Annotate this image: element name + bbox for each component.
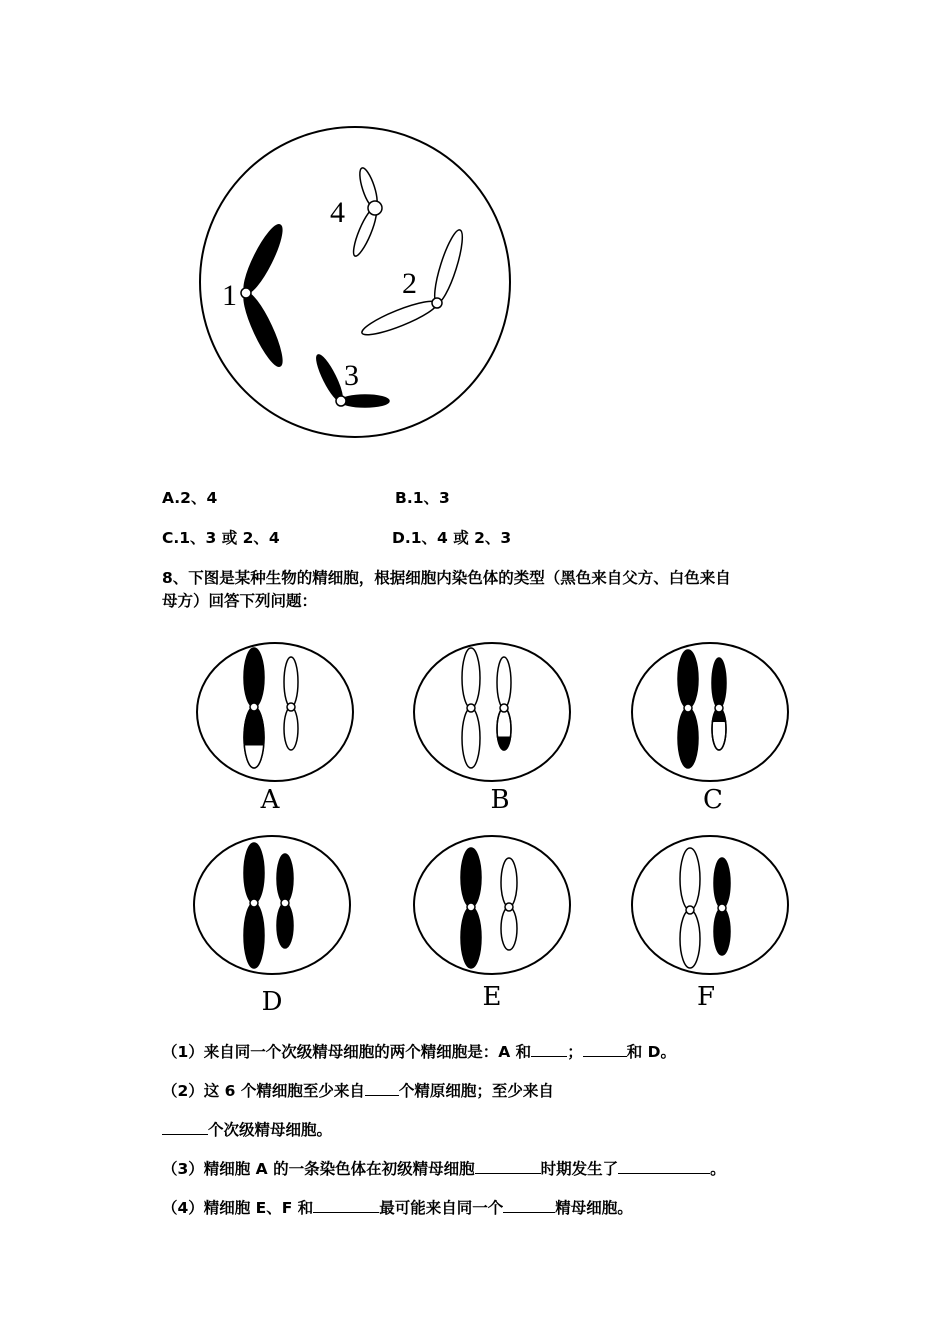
cell-outline (197, 643, 353, 781)
chromosome (461, 848, 481, 968)
cell-label: C (703, 785, 723, 815)
chromosome-arm (341, 395, 389, 407)
q2-text: （2）这 6 个精细胞至少来自 (162, 1082, 365, 1100)
option-a: A.2、4 (162, 489, 218, 507)
chromosome (284, 657, 298, 750)
chromosome (244, 648, 264, 768)
option-d: D.1、4 或 2、3 (392, 529, 512, 547)
centromere (368, 201, 382, 215)
centromere (241, 288, 251, 298)
chromosome-lower-arm (244, 903, 264, 968)
chromosome-upper-arm (461, 848, 481, 907)
cell-outline (632, 643, 788, 781)
question-8-line1: 8、下图是某种生物的精细胞，根据细胞内染色体的类型（黑色来自父方、白色来自 (162, 569, 731, 587)
q3-blank-2[interactable] (618, 1159, 710, 1174)
chromosome (501, 858, 517, 950)
chromosome-label-4: 4 (330, 196, 345, 229)
chromosome-arm (238, 289, 288, 370)
cell-label: A (260, 785, 280, 815)
centromere (336, 396, 346, 406)
chromosome-lower-arm (461, 907, 481, 968)
q3-text: （3）精细胞 A 的一条染色体在初级精母细胞 (162, 1160, 475, 1178)
q4-mid: 最可能来自同一个 (379, 1199, 504, 1217)
cell-label: B (490, 785, 510, 815)
question-8-line2: 母方）回答下列问题： (162, 592, 318, 610)
chromosome (712, 658, 726, 750)
centromere (432, 298, 442, 308)
chromosome (678, 650, 698, 768)
centromere (250, 899, 258, 907)
q4-blank-2[interactable] (503, 1198, 555, 1213)
chromosome-label-3: 3 (344, 359, 359, 392)
chromosome (680, 848, 700, 968)
cell-outline (414, 643, 570, 781)
centromere (281, 899, 289, 907)
cell-outline (414, 836, 570, 974)
chromosome-upper-arm (680, 848, 700, 910)
chromosome-lower-arm (714, 908, 730, 955)
centromere (684, 704, 692, 712)
sperm-cell-a (197, 643, 353, 815)
exchanged-segment (244, 745, 264, 768)
option-c: C.1、3 或 2、4 (162, 529, 280, 547)
chromosome-lower-arm (680, 910, 700, 968)
q4-text: （4）精细胞 E、F 和 (162, 1199, 314, 1217)
chromosome-label-2: 2 (402, 267, 417, 300)
chromosome (497, 657, 511, 750)
chromosome-upper-arm (712, 658, 726, 708)
chromosome-lower-arm (462, 708, 480, 768)
chromosome-lower-arm (678, 708, 698, 768)
chromosome-upper-arm (462, 648, 480, 708)
chromosome-upper-arm (678, 650, 698, 708)
subquestion-2 (162, 1079, 554, 1101)
chromosome-lower-arm (284, 707, 298, 750)
q2-blank-1[interactable] (365, 1081, 399, 1096)
sperm-cell-b (414, 643, 570, 815)
chromosome-arm (238, 221, 288, 297)
q4-blank-1[interactable] (313, 1198, 379, 1213)
q3-mid: 时期发生了 (540, 1160, 619, 1178)
q2-blank-2[interactable] (162, 1120, 208, 1135)
chromosome-upper-arm (244, 843, 264, 903)
q1-text: （1）来自同一个次级精母细胞的两个精细胞是：A 和 (162, 1043, 532, 1061)
chromosome-upper-arm (277, 854, 293, 903)
cell-outline (194, 836, 350, 974)
sperm-cell-e (414, 836, 570, 1012)
chromosome-arm (429, 228, 467, 306)
centromere (500, 704, 508, 712)
sperm-cell-d (194, 836, 350, 1017)
subquestion-2-cont (162, 1118, 332, 1140)
sperm-cell-f (632, 836, 788, 1012)
chromosome-upper-arm (244, 648, 264, 707)
subquestion-1 (162, 1040, 676, 1062)
q2-end: 个次级精母细胞。 (208, 1121, 333, 1139)
chromosome (462, 648, 480, 768)
q1-blank-2[interactable] (583, 1042, 627, 1057)
sperm-cell-c (632, 643, 788, 815)
sperm-cells-figure (194, 643, 788, 1017)
chromosome-upper-arm (497, 657, 511, 708)
centromere (287, 703, 295, 711)
chromosome (714, 858, 730, 955)
q3-end: 。 (710, 1160, 726, 1178)
chromosome-arm (359, 296, 440, 341)
chromosome-lower-arm (501, 907, 517, 950)
q3-blank-1[interactable] (475, 1159, 541, 1174)
q1-blank-1[interactable] (531, 1042, 567, 1057)
figure-cell-chromosomes (200, 127, 510, 437)
chromosome-label-1: 1 (222, 279, 237, 312)
centromere (715, 704, 723, 712)
centromere (467, 704, 475, 712)
centromere (250, 703, 258, 711)
q4-end: 精母细胞。 (555, 1199, 633, 1217)
cell-outline (632, 836, 788, 974)
option-b: B.1、3 (395, 489, 450, 507)
chromosome-lower-arm (277, 903, 293, 948)
q1-sep: ； (567, 1043, 583, 1061)
chromosome-upper-arm (714, 858, 730, 908)
centromere (686, 906, 694, 914)
centromere (505, 903, 513, 911)
chromosome-upper-arm (501, 858, 517, 907)
q1-end: 和 D。 (626, 1043, 676, 1061)
centromere (718, 904, 726, 912)
cell-label: D (261, 987, 283, 1017)
chromosome (277, 854, 293, 948)
chromosome (244, 843, 264, 968)
chromosome-upper-arm (284, 657, 298, 707)
subquestion-4 (162, 1196, 633, 1218)
cell-label: F (696, 982, 716, 1012)
subquestion-3 (162, 1157, 726, 1179)
centromere (467, 903, 475, 911)
q2-mid: 个精原细胞；至少来自 (398, 1082, 554, 1100)
cell-label: E (482, 982, 502, 1012)
